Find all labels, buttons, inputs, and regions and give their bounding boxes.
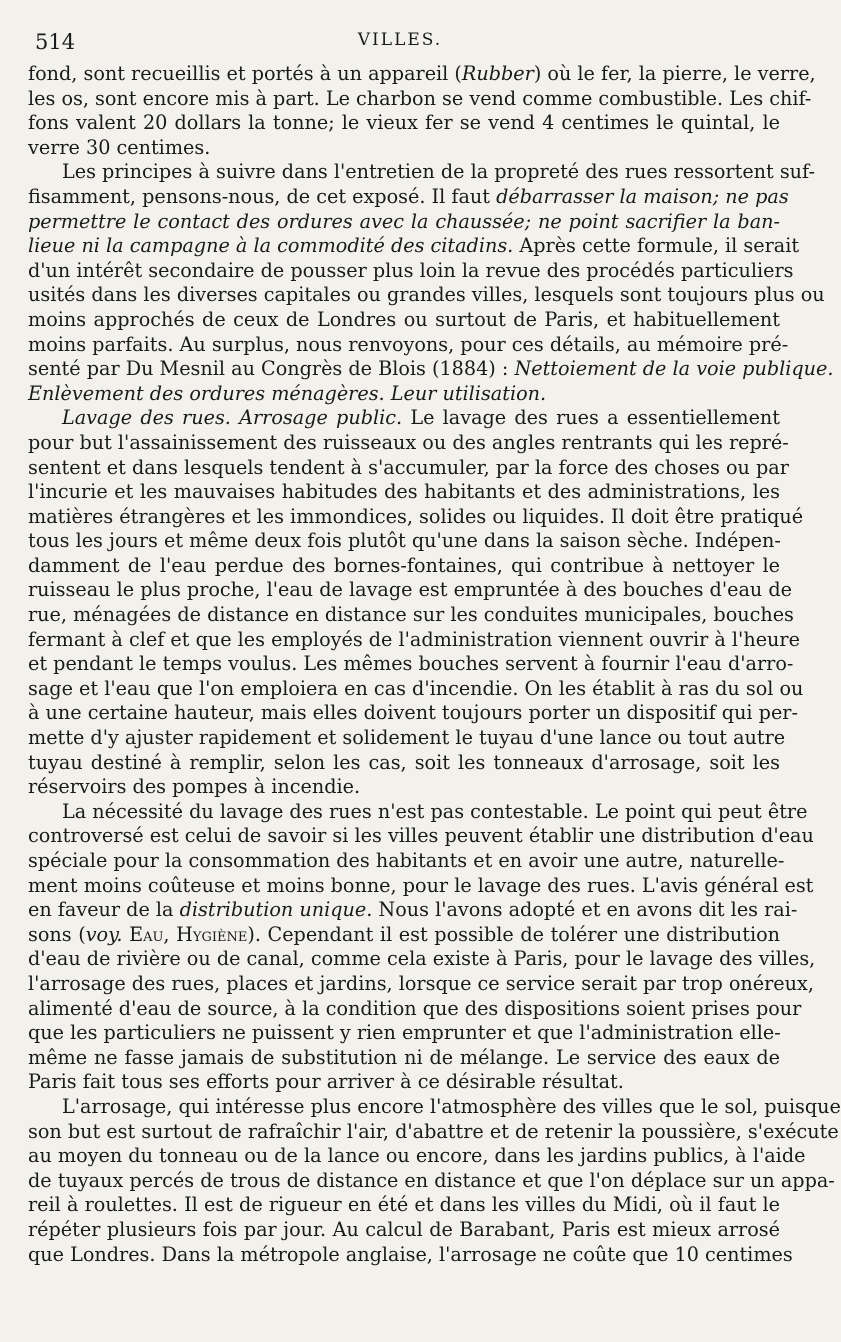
text-line: permettre le contact des ordures avec la chaussée; ne point sacrifier la ban- xyxy=(28,209,780,233)
text-line: au moyen du tonneau ou de la lance ou encore, dans les jardins publics, à l'aide xyxy=(28,1144,806,1168)
text-span: fond, sont recueillis et portés à un appareil ( xyxy=(28,62,462,85)
section-title: Lavage des rues. Arrosage public. xyxy=(62,406,403,430)
text-line: tuyau destiné à remplir, selon les cas, soit les tonneaux d'arrosage, soit les xyxy=(28,750,780,774)
page-number: 514 xyxy=(35,30,76,54)
text-span: . Nous l'avons adopté et en avons dit les rai- xyxy=(366,898,798,922)
text-line: ruisseau le plus proche, l'eau de lavage est empruntée à des bouches d'eau de xyxy=(28,578,792,602)
text-line: les os, sont encore mis à part. Le charbon se vend comme combustible. Les chif- xyxy=(28,86,812,110)
text-span: sons ( xyxy=(28,922,86,946)
italic-span: débarrasser la maison; ne pas xyxy=(496,184,789,208)
text-line: de tuyaux percés de trous de distance en distance et que l'on déplace sur un appa- xyxy=(28,1168,835,1192)
text-line: Paris fait tous ses efforts pour arriver à ce désirable résultat. xyxy=(28,1070,624,1094)
text-line: verre 30 centimes. xyxy=(28,135,211,159)
text-line: même ne fasse jamais de substitution ni de mélange. Le service des eaux de xyxy=(28,1045,780,1069)
text-line: Enlèvement des ordures ménagères. Leur utilisation. xyxy=(28,381,547,405)
text-line: rue, ménagées de distance en distance sur les conduites municipales, bouches xyxy=(28,603,794,627)
text-line: tous les jours et même deux fois plutôt qu'une dans la saison sèche. Indépen- xyxy=(28,529,781,553)
text-span: ). Cependant il est possible de tolérer une distribution xyxy=(247,922,780,946)
text-line: que les particuliers ne puissent y rien emprunter et que l'administration elle- xyxy=(28,1021,781,1045)
text-line: fermant à clef et que les employés de l'administration viennent ouvrir à l'heure xyxy=(28,627,800,651)
text-line: réservoirs des pompes à incendie. xyxy=(28,775,361,799)
cross-reference: Eau, Hygiène xyxy=(129,922,248,946)
text-line xyxy=(28,357,834,382)
text-line: d'un intérêt secondaire de pousser plus loin la revue des procédés particuliers xyxy=(28,258,794,282)
text-line: et pendant le temps voulus. Les mêmes bouches servent à fournir l'eau d'arro- xyxy=(28,652,794,676)
section-heading-line xyxy=(28,406,780,431)
text-span: en faveur de la xyxy=(28,898,180,922)
rubber-term: Rubber xyxy=(461,62,534,85)
text-line: usités dans les diverses capitales ou grandes villes, lesquels sont toujours plus ou xyxy=(28,283,825,307)
italic-span: distribution unique xyxy=(179,898,367,922)
italic-span: Nettoiement de la voie publique. xyxy=(514,357,834,381)
text-line: l'arrosage des rues, places et jardins, lorsque ce service serait par trop onéreux, xyxy=(28,971,814,995)
paragraph-start: Les principes à suivre dans l'entretien de la propreté des rues ressortent suf- xyxy=(62,160,815,184)
text-line xyxy=(28,898,798,923)
text-line xyxy=(28,184,789,210)
text-line xyxy=(28,923,780,948)
text-line: pour but l'assainissement des ruisseaux ou des angles rentrants qui les repré- xyxy=(28,430,789,454)
text-line: moins parfaits. Au surplus, nous renvoyons, pour ces détails, au mémoire pré- xyxy=(28,332,789,356)
text-span: ) où le fer, la pierre, le verre, xyxy=(533,62,816,85)
paragraph-start: L'arrosage, qui intéresse plus encore l'atmosphère des villes que le sol, puisque xyxy=(62,1094,841,1118)
text-span: Après cette formule, il serait xyxy=(513,234,800,258)
text-line: spéciale pour la consommation des habitants et en avoir une autre, naturelle- xyxy=(28,849,785,872)
text-line: reil à roulettes. Il est de rigueur en été et dans les villes du Midi, où il faut le xyxy=(28,1193,780,1217)
text-line: sage et l'eau que l'on emploiera en cas d'incendie. On les établit à ras du sol ou xyxy=(28,676,804,700)
text-line: moins approchés de ceux de Londres ou surtout de Paris, et habituellement xyxy=(28,307,780,331)
text-line: damment de l'eau perdue des bornes-fontaines, qui contribue à nettoyer le xyxy=(28,553,780,577)
running-title: VILLES. xyxy=(357,30,443,50)
text-line: ment moins coûteuse et moins bonne, pour le lavage des rues. L'avis général est xyxy=(28,873,814,897)
text-line: fons valent 20 dollars la tonne; le vieux fer se vend 4 centimes le quintal, le xyxy=(28,111,780,135)
text-line xyxy=(28,234,800,259)
text-line: mette d'y ajuster rapidement et solidement le tuyau d'une lance ou tout autre xyxy=(28,726,786,750)
paragraph-start: La nécessité du lavage des rues n'est pas contestable. Le point qui peut être xyxy=(62,799,808,823)
text-line: matières étrangères et les immondices, solides ou liquides. Il doit être pratiqué xyxy=(28,504,804,528)
text-line: l'incurie et les mauvaises habitudes des habitants et des administrations, les xyxy=(28,480,780,504)
text-line: son but est surtout de rafraîchir l'air, d'abattre et de retenir la poussière, s'exécute xyxy=(28,1119,839,1143)
text-line: que Londres. Dans la métropole anglaise, l'arrosage ne coûte que 10 centimes xyxy=(28,1242,793,1266)
text-line xyxy=(28,62,816,87)
page-header xyxy=(35,30,765,56)
text-line: à une certaine hauteur, mais elles doivent toujours porter un dispositif qui per- xyxy=(28,701,798,725)
text-span: senté par Du Mesnil au Congrès de Blois (1884) : xyxy=(28,357,515,381)
text-line: sentent et dans lesquels tendent à s'accumuler, par la force des choses ou par xyxy=(28,455,789,479)
text-span: fisamment, pensons-nous, de cet exposé. Il faut xyxy=(28,184,497,208)
text-span: Le lavage des rues a essentiellement xyxy=(402,406,780,430)
italic-span: lieue ni la campagne à la commodité des citadins. xyxy=(28,234,514,258)
body-text xyxy=(28,62,841,1267)
text-line: controversé est celui de savoir si les villes peuvent établir une distribution d'eau xyxy=(28,824,814,848)
text-line: répéter plusieurs fois par jour. Au calcul de Barabant, Paris est mieux arrosé xyxy=(28,1217,780,1241)
italic-span: voy. xyxy=(85,922,123,946)
text-line: alimenté d'eau de source, à la condition que des dispositions soient prises pour xyxy=(28,996,802,1020)
text-line: d'eau de rivière ou de canal, comme cela existe à Paris, pour le lavage des villes, xyxy=(28,947,816,971)
